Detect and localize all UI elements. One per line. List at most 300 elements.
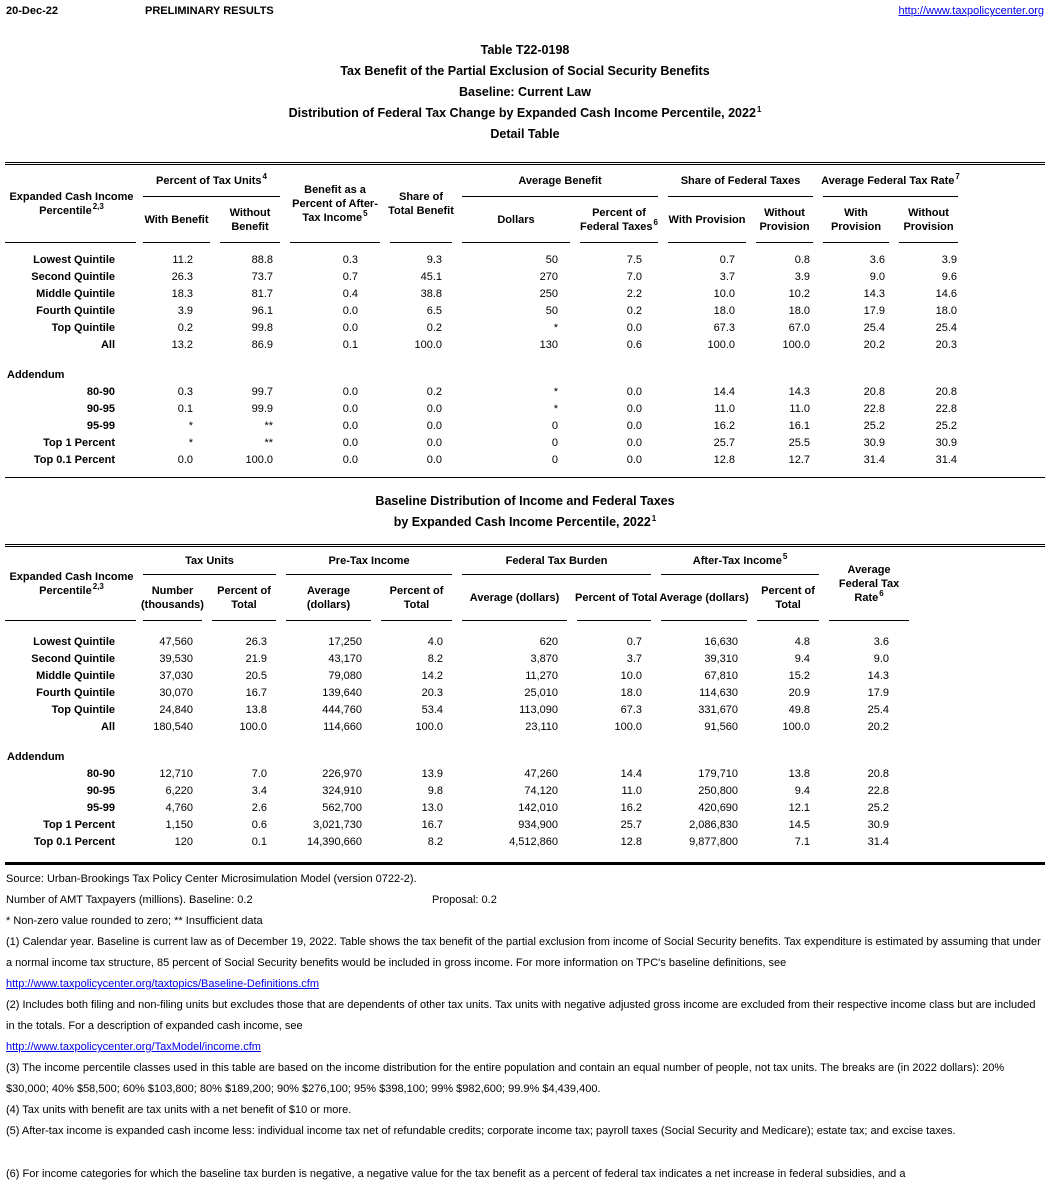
table-cell: 0.3 [177,385,193,398]
col-header-with-benefit: With Benefit [138,197,215,243]
table-cell: 12.1 [788,801,811,814]
table-row [5,765,1045,782]
footnote-5: (5) After-tax income is expanded cash income less: individual income tax net of refundable credits; corporate income tax; payroll taxes (Social Security and Medicare); estate tax; and excise taxes. [6,1125,956,1137]
table-cell: 100.0 [245,453,273,466]
table-cell: 39,530 [159,652,193,665]
table-cell: 562,700 [322,801,363,814]
row-label: 90-95 [86,784,115,797]
table-cell: 10.0 [620,669,643,682]
col-header-share-of-total-benefit: Share of Total Benefit [385,164,457,244]
table-cell: 25.2 [867,801,890,814]
table-cell: 180,540 [153,720,193,733]
table-cell: 0.2 [177,321,193,334]
table-cell: 142,010 [518,801,559,814]
table-cell: 0.0 [342,436,358,449]
table-cell: 16.7 [421,818,444,831]
col-header-percent-of-federal-taxes: Percent of Federal Taxes$^6$ [575,197,663,243]
table-row [5,816,1045,833]
table-cell: 14.4 [713,385,735,398]
table-cell: 25.2 [863,419,885,432]
table-cell: 20.8 [935,385,957,398]
table-cell: 179,710 [698,767,739,780]
footnote-ref-6: 6 [653,218,658,228]
table-cell: 25.7 [713,436,735,449]
table-cell: ** [264,419,273,432]
table-cell: 25.5 [788,436,810,449]
table-cell: 0.0 [626,402,642,415]
table-cell: 3,870 [530,652,559,665]
table-cell: 20.5 [245,669,268,682]
filler-cell [914,782,1045,799]
table1-addendum-rows [5,383,1045,468]
table-cell: 0.0 [342,402,358,415]
table-cell: 0 [551,419,558,432]
table-cell: 9,877,800 [689,835,739,848]
table2-header [5,546,1045,622]
table-cell: 0.0 [342,419,358,432]
table-cell: 16.7 [245,686,268,699]
table-cell: 20.3 [421,686,444,699]
table-cell: 79,080 [328,669,363,682]
table-cell: 0.0 [426,436,442,449]
row-label: 80-90 [86,767,115,780]
table-cell: 9.8 [427,784,444,797]
table-cell: 74,120 [524,784,559,797]
table-cell: 3.9 [177,304,193,317]
table-cell: 17.9 [867,686,890,699]
table-cell: 67.3 [713,321,735,334]
baseline-definitions-link[interactable]: http://www.taxpolicycenter.org/taxtopics/Baseline-Definitions.cfm [6,978,320,990]
filler-cell [914,667,1045,684]
table-cell: 50 [545,304,558,317]
table-cell: 16.1 [788,419,810,432]
table-cell: 0.0 [426,402,442,415]
table-cell: 26.3 [171,270,193,283]
table-cell: 30.9 [863,436,885,449]
footnote-ref-7: 7 [955,172,960,182]
table-cell: 0.8 [794,253,810,266]
spacer-row [5,735,1045,748]
col-header-with-provision-rate: With Provision [818,197,894,243]
table-cell: 81.7 [251,287,273,300]
table-cell: 11.0 [789,402,810,415]
table-cell: 31.4 [863,453,885,466]
filler-cell [914,816,1045,833]
table-cell: 114,660 [323,720,363,733]
source-note: Source: Urban-Brookings Tax Policy Center Microsimulation Model (version 0722-2). [6,873,417,885]
table-cell: 0.2 [626,304,642,317]
preliminary-results-label: PRELIMINARY RESULTS [145,5,274,17]
table-subject-title: Tax Benefit of the Partial Exclusion of Social Security Benefits [340,64,710,78]
col-header-average-dollars-pretax: Average (dollars) [281,575,376,621]
table-cell: 114,630 [699,686,739,699]
table-cell: 0.4 [342,287,358,300]
row-label: Top 1 Percent [43,818,115,831]
table-cell: 14.6 [935,287,957,300]
filler-cell [963,434,1045,451]
table-cell: 21.9 [245,652,268,665]
table-cell: 25.4 [935,321,957,334]
row-label: Top Quintile [51,321,115,334]
table2-addendum-label-section [5,735,1045,765]
table-cell: 3.6 [873,635,890,648]
filler-cell [914,833,1045,850]
table2-quintile-rows [5,633,1045,735]
table-cell: 49.8 [788,703,811,716]
footnote-ref-4: 4 [262,172,267,182]
table-row [5,650,1045,667]
row-label: Fourth Quintile [36,304,115,317]
table-cell: 620 [539,635,559,648]
table-cell: 20.2 [863,338,885,351]
table-cell: 0.2 [426,385,442,398]
table-cell: 331,670 [698,703,739,716]
table-cell: 12.8 [713,453,735,466]
addendum-section-row [5,748,1045,765]
table-cell: 100.0 [782,338,810,351]
table-cell: 100.0 [414,338,442,351]
col-header-number-thousands: Number (thousands) [138,575,207,621]
table-cell: 7.5 [626,253,642,266]
table-cell: 8.2 [427,652,444,665]
baseline-table-title-line2: by Expanded Cash Income Percentile, 2022$^1$ [393,513,657,529]
spacer-row [5,353,1045,366]
filler-cell [963,417,1045,434]
table-cell: 7.1 [794,835,811,848]
table-cell: 7.0 [626,270,642,283]
table-row [5,319,1045,336]
row-label: 80-90 [86,385,115,398]
table-cell: 14.3 [863,287,885,300]
table-row [5,701,1045,718]
baseline-distribution-table [5,544,1045,865]
table-cell: 9.4 [794,652,811,665]
table1-group-header-row [5,164,1045,198]
table-cell: 12,710 [159,767,193,780]
filler-cell [963,285,1045,302]
table-cell: 13.9 [421,767,444,780]
table2-bottom-spacer [5,850,1045,864]
table2-top-spacer [5,621,1045,633]
table-cell: 20.9 [788,686,811,699]
table-cell: 934,900 [518,818,559,831]
table-cell: 86.9 [251,338,273,351]
table-cell: 0.0 [626,321,642,334]
table-cell: 30,070 [159,686,193,699]
table-cell: 25.2 [935,419,957,432]
table-cell: 4,760 [165,801,193,814]
income-definition-link-line [6,1037,1044,1058]
table1-quintile-rows [5,251,1045,353]
table-cell: 0 [551,453,558,466]
table-cell: 9.6 [941,270,957,283]
table-cell: 23,110 [525,720,559,733]
table-cell: * [188,419,193,432]
row-label: Top 0.1 Percent [33,835,115,848]
col-header-with-provision-share: With Provision [663,197,751,243]
table-cell: 139,640 [322,686,363,699]
table-cell: 13.8 [245,703,268,716]
page-header [0,0,1050,17]
table-cell: ** [264,436,273,449]
col-group-average-benefit: Average Benefit [457,164,663,198]
table-cell: 24,840 [159,703,193,716]
filler-cell [914,701,1045,718]
table-cell: 0.7 [719,253,735,266]
col-header-percent-of-total-pretax: Percent of Total [376,575,457,621]
table-cell: 16,630 [704,635,739,648]
filler-header [914,546,1045,622]
table-cell: 0.0 [426,419,442,432]
table-cell: 22.8 [863,402,885,415]
footnote-1: (1) Calendar year. Baseline is current law as of December 19, 2022. Table shows the tax benefit of the partial exclusion from income of Social Security benefits. Tax expenditure is estimated by assuming that under a normal income tax structure, 85 percent of Social Security benefits would be included in gross income. For more information on TPC's baseline definitions, see [6,936,1041,969]
table-cell: 39,310 [704,652,739,665]
col-header-dollars: Dollars [457,197,575,243]
baseline-table-title-block [0,491,1050,533]
filler-cell [914,718,1045,735]
table-cell: 250 [539,287,558,300]
table-row [5,833,1045,850]
amt-taxpayers-note [6,890,1044,911]
table-row [5,383,1045,400]
table-cell: 67.3 [620,703,643,716]
table-cell: 0.0 [626,385,642,398]
table-cell: 88.8 [251,253,273,266]
table1-bottom-spacer [5,468,1045,478]
table-cell: 3.9 [794,270,810,283]
footnote-ref-1: 1 [756,104,762,114]
table-cell: * [553,321,558,334]
table-cell: 0.7 [342,270,358,283]
table-cell: 73.7 [251,270,273,283]
table-cell: 22.8 [867,784,890,797]
table-cell: 31.4 [935,453,957,466]
table-cell: 18.0 [788,304,810,317]
table-cell: 0.0 [342,453,358,466]
table-cell: 3.4 [251,784,268,797]
table-cell: 13.0 [421,801,444,814]
taxpolicycenter-link[interactable]: http://www.taxpolicycenter.org [898,5,1044,17]
filler-cell [963,451,1045,468]
table-cell: 4.8 [794,635,811,648]
filler-header [963,164,1045,244]
table-cell: 0.6 [626,338,642,351]
table-cell: * [553,402,558,415]
col-group-average-federal-tax-rate: Average Federal Tax Rate$^7$ [818,164,963,198]
table-cell: 100.0 [614,720,643,733]
row-label: Middle Quintile [36,287,115,300]
row-label: Fourth Quintile [36,686,115,699]
spacer-row [5,468,1045,478]
table-number-title: Table T22-0198 [480,43,570,57]
table-row [5,336,1045,353]
baseline-definitions-link-line [6,974,1044,995]
spacer-row [5,850,1045,864]
table-cell: 324,910 [322,784,363,797]
table-cell: 43,170 [328,652,363,665]
table-cell: 3,021,730 [313,818,363,831]
filler-cell [914,799,1045,816]
col-header-without-provision-share: Without Provision [751,197,818,243]
detail-table-title: Detail Table [490,127,560,141]
table-cell: 96.1 [251,304,273,317]
distribution-title: Distribution of Federal Tax Change by Expanded Cash Income Percentile, 2022$^1$ [288,104,762,120]
table-cell: 14,390,660 [306,835,363,848]
table-cell: 0.1 [251,835,268,848]
footnote-ref-5: 5 [782,552,788,562]
filler-cell [914,765,1045,782]
title-block [0,40,1050,145]
table-cell: 11.0 [714,402,735,415]
table-row [5,633,1045,650]
income-definition-link[interactable]: http://www.taxpolicycenter.org/TaxModel/income.cfm [6,1041,261,1053]
table-cell: 9.3 [426,253,442,266]
table-cell: 3.7 [719,270,735,283]
col-group-after-tax-income: After-Tax Income$^5$ [656,546,824,576]
col-header-percent-of-total-units: Percent of Total [207,575,281,621]
table-cell: 45.1 [420,270,442,283]
table-cell: 0.0 [342,304,358,317]
table-cell: 17.9 [863,304,885,317]
table-cell: 0.0 [626,419,642,432]
table-cell: 2.2 [626,287,642,300]
table-cell: 10.2 [788,287,810,300]
table-row [5,799,1045,816]
spacer-row [5,243,1045,251]
footnotes [6,869,1044,1185]
table-cell: 0.6 [251,818,268,831]
table-cell: 99.9 [251,402,273,415]
filler-cell [914,684,1045,701]
row-label: Second Quintile [31,270,115,283]
table-cell: 20.8 [867,767,890,780]
table-row [5,782,1045,799]
table-cell: 25.4 [863,321,885,334]
row-label: Top Quintile [51,703,115,716]
footnote-ref-1: 1 [651,513,657,523]
filler-cell [963,400,1045,417]
symbols-note: * Non-zero value rounded to zero; ** Insufficient data [6,915,263,927]
table-cell: 37,030 [159,669,193,682]
col-header-benefit-as-percent-of-after-tax-income: Benefit as a Percent of After-Tax Income$^5$ [285,164,385,244]
table-cell: 67,810 [704,669,739,682]
table-cell: 20.8 [863,385,885,398]
table-cell: 0.7 [626,635,643,648]
table-cell: 12.8 [620,835,643,848]
row-label: Top 0.1 Percent [33,453,115,466]
col-group-federal-tax-burden: Federal Tax Burden [457,546,656,576]
col-header-expanded-cash-income-percentile: Expanded Cash Income Percentile$^{2,3}$ [5,164,138,244]
footnote-4: (4) Tax units with benefit are tax units with a net benefit of $10 or more. [6,1104,352,1116]
table-cell: 47,560 [159,635,193,648]
table-cell: 0 [551,436,558,449]
row-label: Middle Quintile [36,669,115,682]
table-cell: 0.0 [426,453,442,466]
filler-cell [963,319,1045,336]
table-cell: 0.0 [626,436,642,449]
col-group-percent-of-tax-units: Percent of Tax Units$^4$ [138,164,285,198]
table-cell: 16.2 [713,419,735,432]
table-cell: 2,086,830 [689,818,739,831]
footnote-3: (3) The income percentile classes used in this table are based on the income distribution for the entire population and contain an equal number of people, not tax units. The breaks are (in 2022 dollars): 20% $30,000; 40% $58,500; 60% $103,800; 80% $189,200; 90% $276,100; 95% $398,100; 99% $982,600; 99.9% $4,439,400. [6,1062,1005,1095]
table-cell: 8.2 [427,835,444,848]
baseline-title: Baseline: Current Law [459,85,591,99]
table-cell: 25.4 [867,703,890,716]
table2-addendum-rows [5,765,1045,850]
table-cell: 11.2 [172,253,193,266]
footnote-ref-5: 5 [363,209,368,219]
table-cell: 18.0 [620,686,643,699]
footnote-ref-6: 6 [879,589,884,599]
table-cell: 14.3 [867,669,890,682]
row-label: Second Quintile [31,652,115,665]
filler-cell [914,650,1045,667]
table-cell: 26.3 [245,635,268,648]
table-cell: 11.0 [621,784,643,797]
table-row [5,417,1045,434]
table-cell: 12.7 [788,453,810,466]
table2-group-header-row [5,546,1045,576]
table-cell: 14.5 [788,818,811,831]
table-cell: 0.0 [626,453,642,466]
table-cell: 0.0 [342,385,358,398]
table-cell: * [188,436,193,449]
table-cell: 18.0 [713,304,735,317]
table-cell: 113,090 [519,703,559,716]
table-cell: 18.0 [935,304,957,317]
table-cell: 3.9 [941,253,957,266]
row-label: Top 1 Percent [43,436,115,449]
table-cell: 13.2 [171,338,193,351]
table-cell: 53.4 [421,703,444,716]
row-label: 95-99 [86,419,115,432]
row-label: All [100,720,115,733]
table-cell: 25.7 [620,818,643,831]
table-cell: 420,690 [698,801,739,814]
table-cell: 0.0 [342,321,358,334]
table-cell: 3.6 [869,253,885,266]
table-cell: 9.0 [869,270,885,283]
table-cell: 38.8 [420,287,442,300]
col-header-percent-of-total-burden: Percent of Total [572,575,656,621]
addendum-label: Addendum [7,750,65,763]
tax-benefit-detail-table [5,162,1045,478]
table-cell: 25,010 [524,686,559,699]
table-cell: 0.2 [426,321,442,334]
row-label: Lowest Quintile [33,635,115,648]
table-cell: 1,150 [165,818,193,831]
table-cell: 100.0 [782,720,811,733]
row-label: 95-99 [86,801,115,814]
table-cell: 9.4 [794,784,811,797]
col-group-pre-tax-income: Pre-Tax Income [281,546,457,576]
table-cell: 14.3 [788,385,810,398]
footnote-2: (2) Includes both filing and non-filing units but excludes those that are dependents of other tax units. Tax units with negative adjusted gross income are excluded from their respective income class but are included in the totals. For a description of expanded cash income, see [6,999,1036,1032]
amt-baseline-value: Number of AMT Taxpayers (millions). Baseline: 0.2 [6,894,253,906]
table-cell: 250,800 [698,784,739,797]
table-cell: 14.2 [421,669,444,682]
table-cell: 3.7 [626,652,643,665]
row-label: Lowest Quintile [33,253,115,266]
filler-cell [963,336,1045,353]
baseline-table-title-line1: Baseline Distribution of Income and Federal Taxes [375,494,675,508]
col-header-average-dollars-burden: Average (dollars) [457,575,572,621]
table-cell: 120 [174,835,193,848]
table-cell: 15.2 [788,669,811,682]
col-group-tax-units: Tax Units [138,546,281,576]
filler-cell [963,268,1045,285]
col-header-average-federal-tax-rate: Average Federal Tax Rate$^6$ [824,546,914,622]
